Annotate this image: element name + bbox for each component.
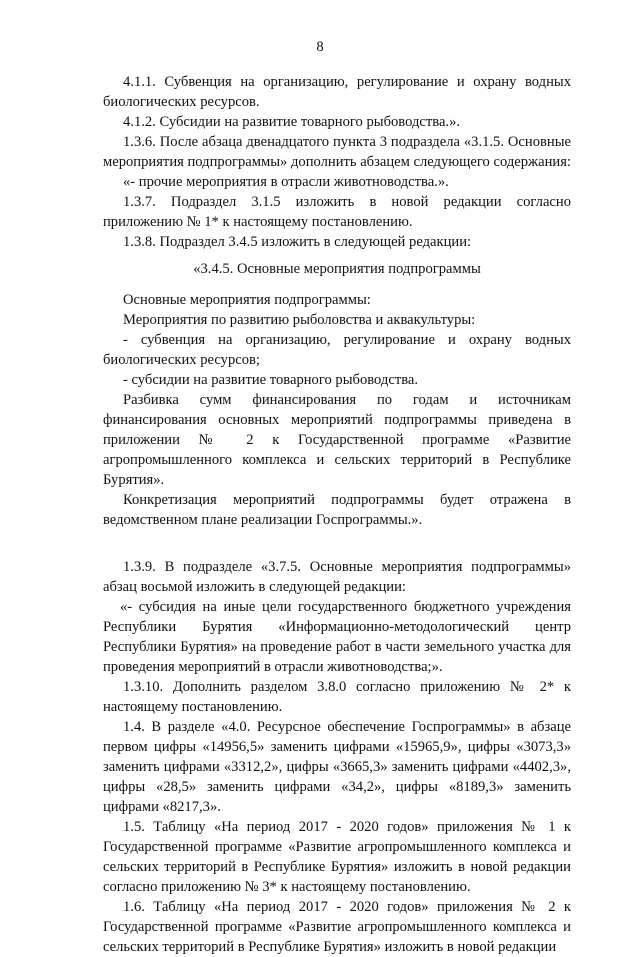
paragraph: 1.4. В разделе «4.0. Ресурсное обеспечение Госпрограммы» в абзаце первом цифры «14956,5» заменить цифрами «15965,9», цифры «3073,3» заменить цифрами «3312,2», цифры «3665,3» заменить цифрами «4402,3», цифры «28,5» заменить цифрами «34,2», цифры «8189,3» заменить цифрами «8217,3». [103, 719, 571, 815]
paragraph: 4.1.1. Субвенция на организацию, регулирование и охрану водных биологических ресурсов. [103, 74, 571, 110]
paragraph: 1.6. Таблицу «На период 2017 - 2020 годов» приложения № 2 к Государственной программе «Развитие агропромышленного комплекса и сельских территорий в Республике Бурятия» изложить в новой редакции [103, 899, 571, 955]
paragraph: 4.1.2. Субсидии на развитие товарного рыбоводства.». [123, 114, 461, 130]
paragraph: 1.3.10. Дополнить разделом 3.8.0 согласно приложению № 2* к настоящему постановлению. [103, 679, 571, 715]
section-line: - субвенция на организацию, регулирование и охрану водных биологических ресурсов; [103, 332, 571, 368]
paragraph: 1.5. Таблицу «На период 2017 - 2020 годов» приложения № 1 к Государственной программе «Развитие агропромышленного комплекса и сельских территорий в Республике Бурятия» изложить в новой редакции согласно приложению № 3* к настоящему постановлению. [103, 819, 571, 895]
section-heading: «3.4.5. Основные мероприятия подпрограммы [193, 261, 481, 277]
section-line: Разбивка сумм финансирования по годам и источникам финансирования основных мероприятий подпрограммы приведена в приложении № 2 к Государственной программе «Развитие агропромышленного комплекса и сельских территорий в Республике Бурятия». [103, 392, 571, 488]
page-number: 8 [316, 39, 324, 55]
paragraph: 1.3.9. В подразделе «3.7.5. Основные мероприятия подпрограммы» абзац восьмой изложить в следующей редакции: [103, 559, 571, 595]
paragraph: 1.3.8. Подраздел 3.4.5 изложить в следующей редакции: [123, 234, 472, 250]
section-line: Конкретизация мероприятий подпрограммы будет отражена в ведомственном плане реализации Госпрограммы.». [103, 492, 571, 528]
paragraph: «- субсидия на иные цели государственного бюджетного учреждения Республики Бурятия «Информационно-методологический центр Республики Бурятия» на проведение работ в части земельного участка для проведения мероприятий в отрасли животноводства;». [103, 599, 571, 675]
section-line: - субсидии на развитие товарного рыбоводства. [123, 372, 419, 388]
section-line: Мероприятия по развитию рыболовства и аквакультуры: [123, 312, 476, 328]
paragraph: 1.3.7. Подраздел 3.1.5 изложить в новой редакции согласно приложению № 1* к настоящему постановлению. [103, 194, 571, 230]
paragraph: 1.3.6. После абзаца двенадцатого пункта 3 подраздела «3.1.5. Основные мероприятия подпрограммы» дополнить абзацем следующего содержания: [103, 134, 571, 170]
body-text-top [103, 72, 571, 957]
section-line: Основные мероприятия подпрограммы: [123, 292, 371, 308]
paragraph: «- прочие мероприятия в отрасли животноводства.». [123, 174, 449, 190]
